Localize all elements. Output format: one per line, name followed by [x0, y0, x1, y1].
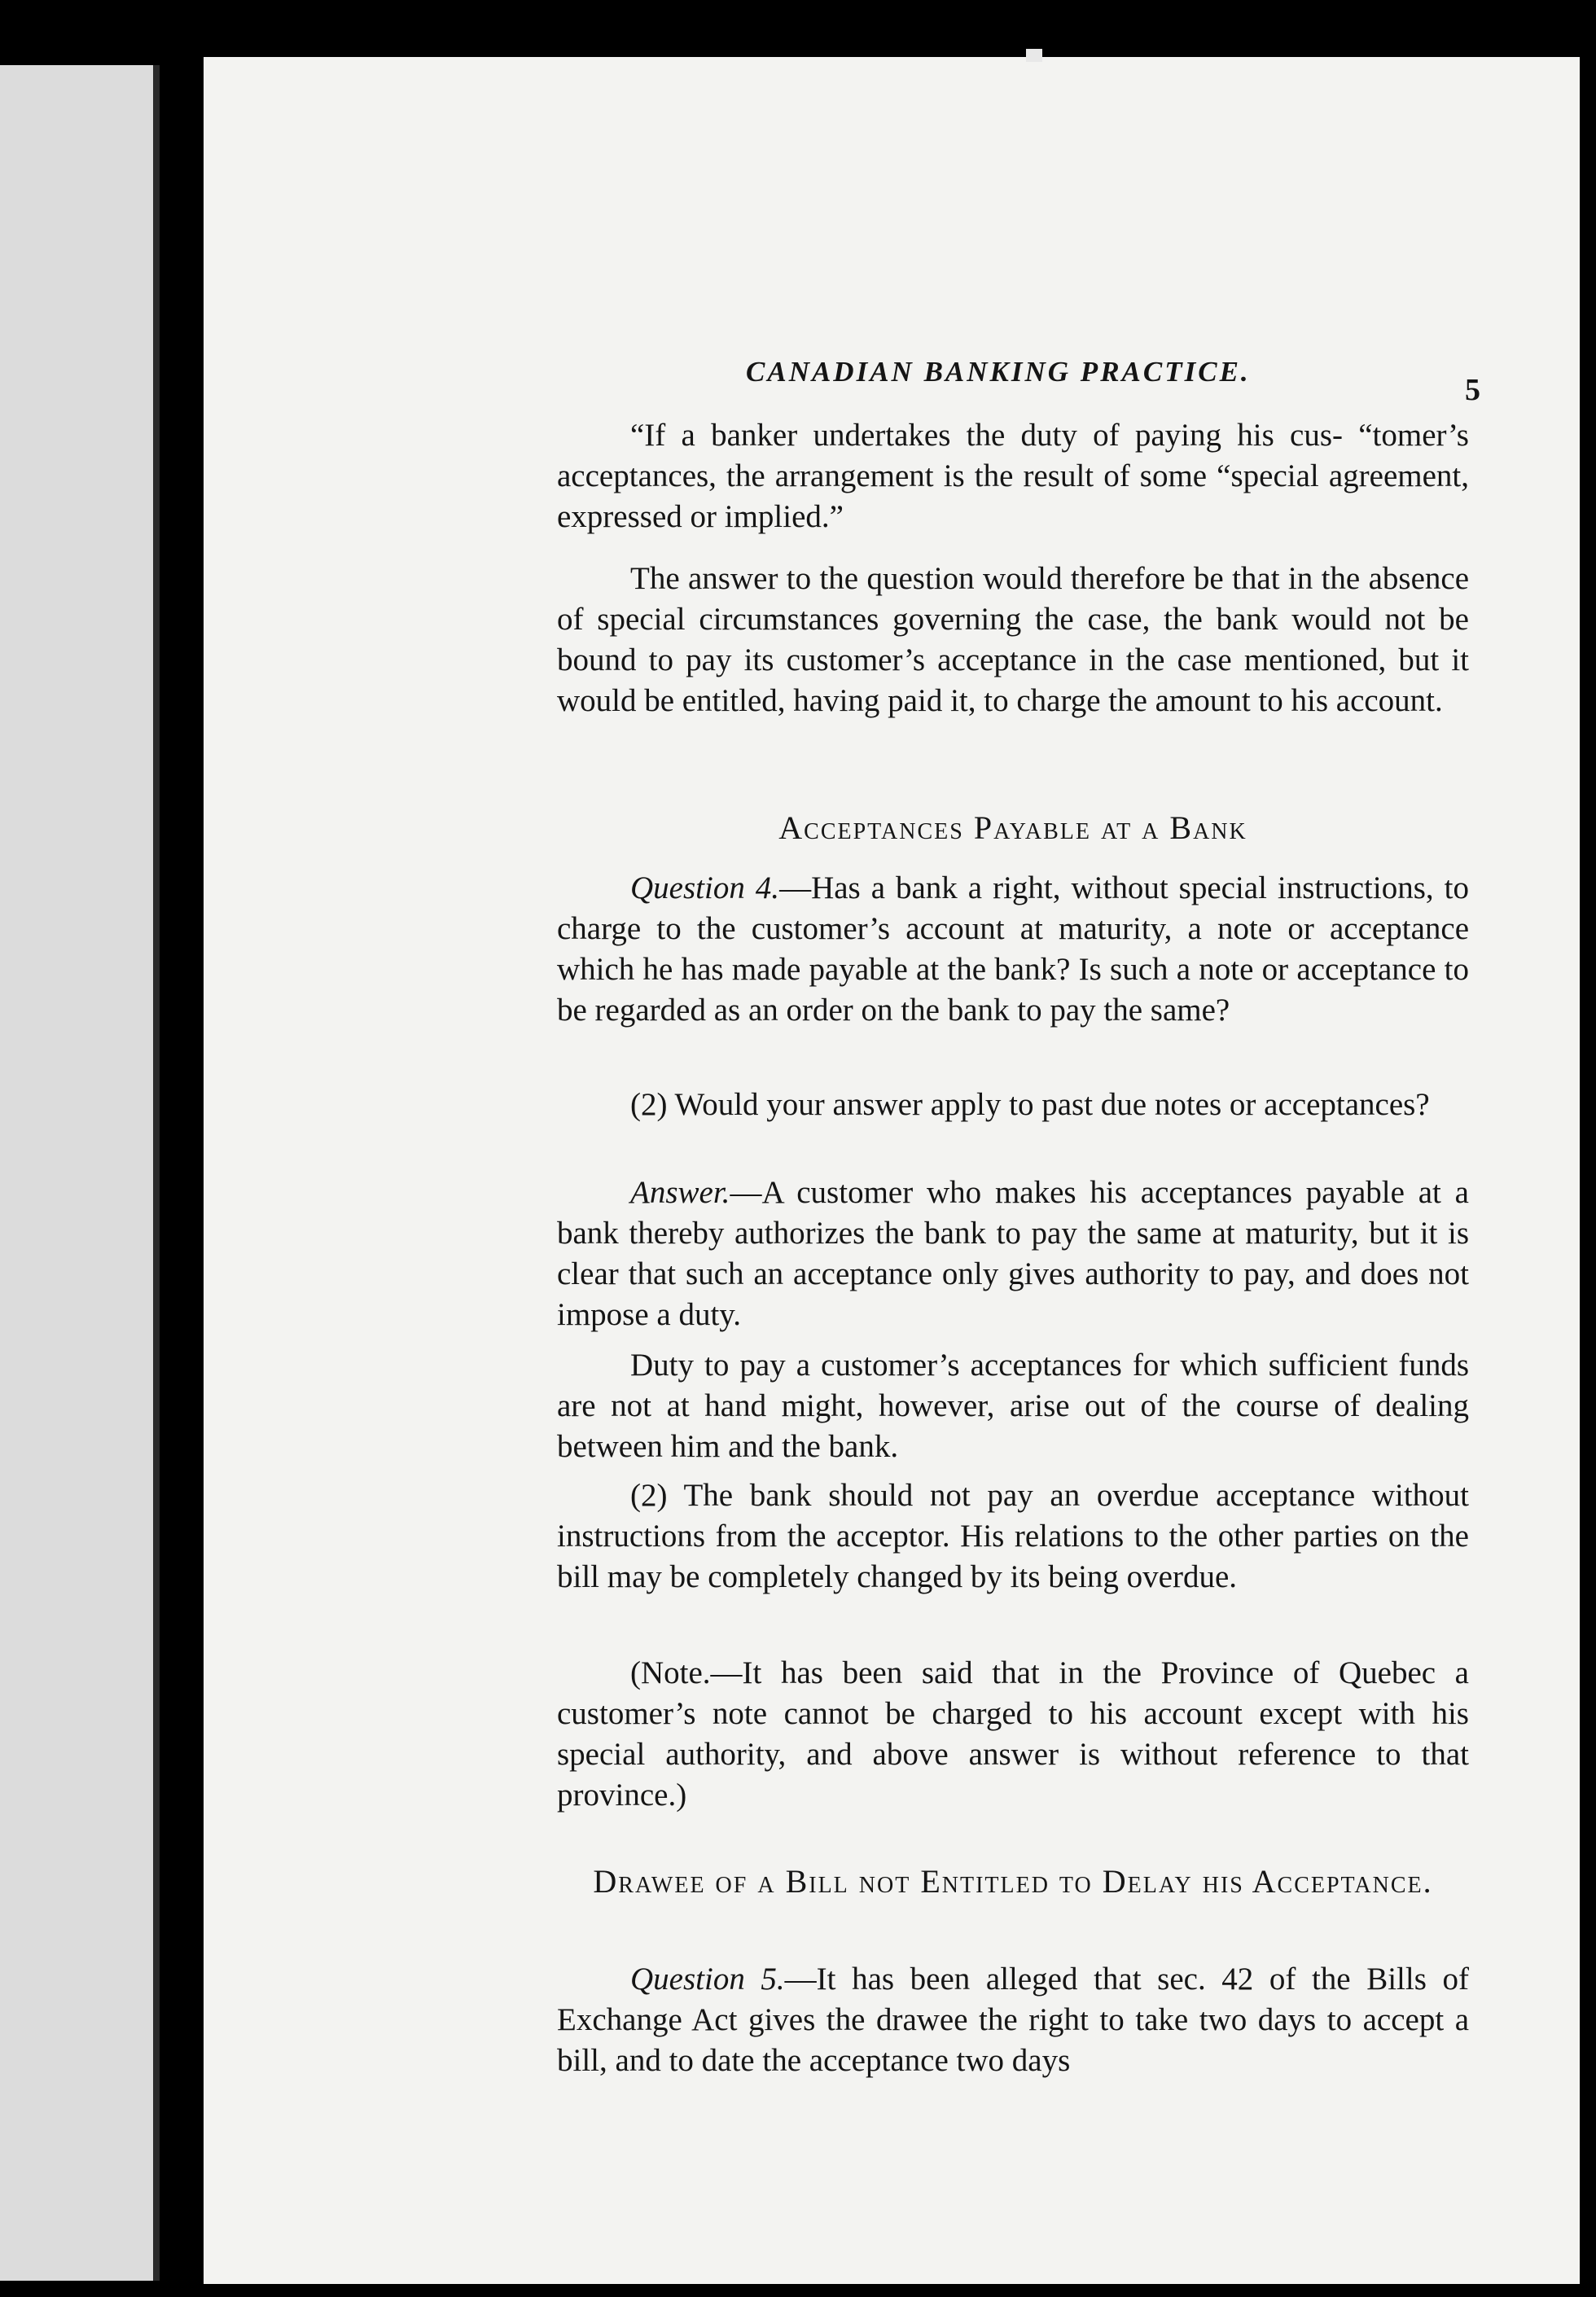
paragraph-note: (Note.—It has been said that in the Province of Quebec a customer’s note cannot be charged to his account except with his special authority, and above answer is without reference to that province.) [557, 1655, 1469, 1813]
question-label: Question 5. [630, 1962, 785, 1997]
running-title: CANADIAN BANKING PRACTICE. [746, 356, 1251, 388]
scan-speck [1026, 49, 1042, 62]
answer-label: Answer. [630, 1175, 730, 1210]
section-heading-acceptances: Acceptances Payable at a Bank [778, 809, 1247, 846]
section-heading-drawee: Drawee of a Bill not Entitled to Delay his Acceptance. [593, 1863, 1433, 1900]
answer-text: —A customer who makes his acceptances payable at a bank thereby authorizes the bank to pay the same at maturity, but it is clear that such an acceptance only gives authority to pay, and does not impose a duty. [557, 1175, 1469, 1332]
paragraph-answer-summary: The answer to the question would therefore be that in the absence of special circumstances governing the case, the bank would not be bound to pay its customer’s acceptance in the case mentioned, but it would be entitled, having paid it, to charge the amount to his account. [557, 561, 1469, 718]
paragraph-question-5 [557, 1959, 1469, 2081]
page-number: 5 [1465, 373, 1480, 407]
paragraph-duty: Duty to pay a customer’s acceptances for which sufficient funds are not at hand might, however, arise out of the course of dealing between him and the bank. [557, 1348, 1469, 1464]
paragraph-answer [557, 1173, 1469, 1335]
paragraph-quote: “If a banker undertakes the duty of paying his cus- “tomer’s acceptances, the arrangement is the result of some “special agreement, expressed or implied.” [557, 418, 1469, 534]
paragraph-question-4 [557, 868, 1469, 1031]
book-page [204, 57, 1580, 2284]
paragraph-question-4-part-2: (2) Would your answer apply to past due notes or acceptances? [630, 1087, 1430, 1122]
question-text: —Has a bank a right, without special instructions, to charge to the customer’s account at maturity, a note or acceptance which he has made payable at the bank? Is such a note or acceptance to be regarded as an order on the bank to pay the same? [557, 870, 1469, 1028]
paragraph-overdue: (2) The bank should not pay an overdue acceptance without instructions from the acceptor. His relations to the other parties on the bill may be completely changed by its being overdue. [557, 1478, 1469, 1594]
adjacent-page-edge [0, 65, 160, 2281]
question-label: Question 4. [630, 870, 780, 905]
question-text: —It has been alleged that sec. 42 of the Bills of Exchange Act gives the drawee the right to take two days to accept a bill, and to date the acceptance two days [557, 1962, 1469, 2078]
